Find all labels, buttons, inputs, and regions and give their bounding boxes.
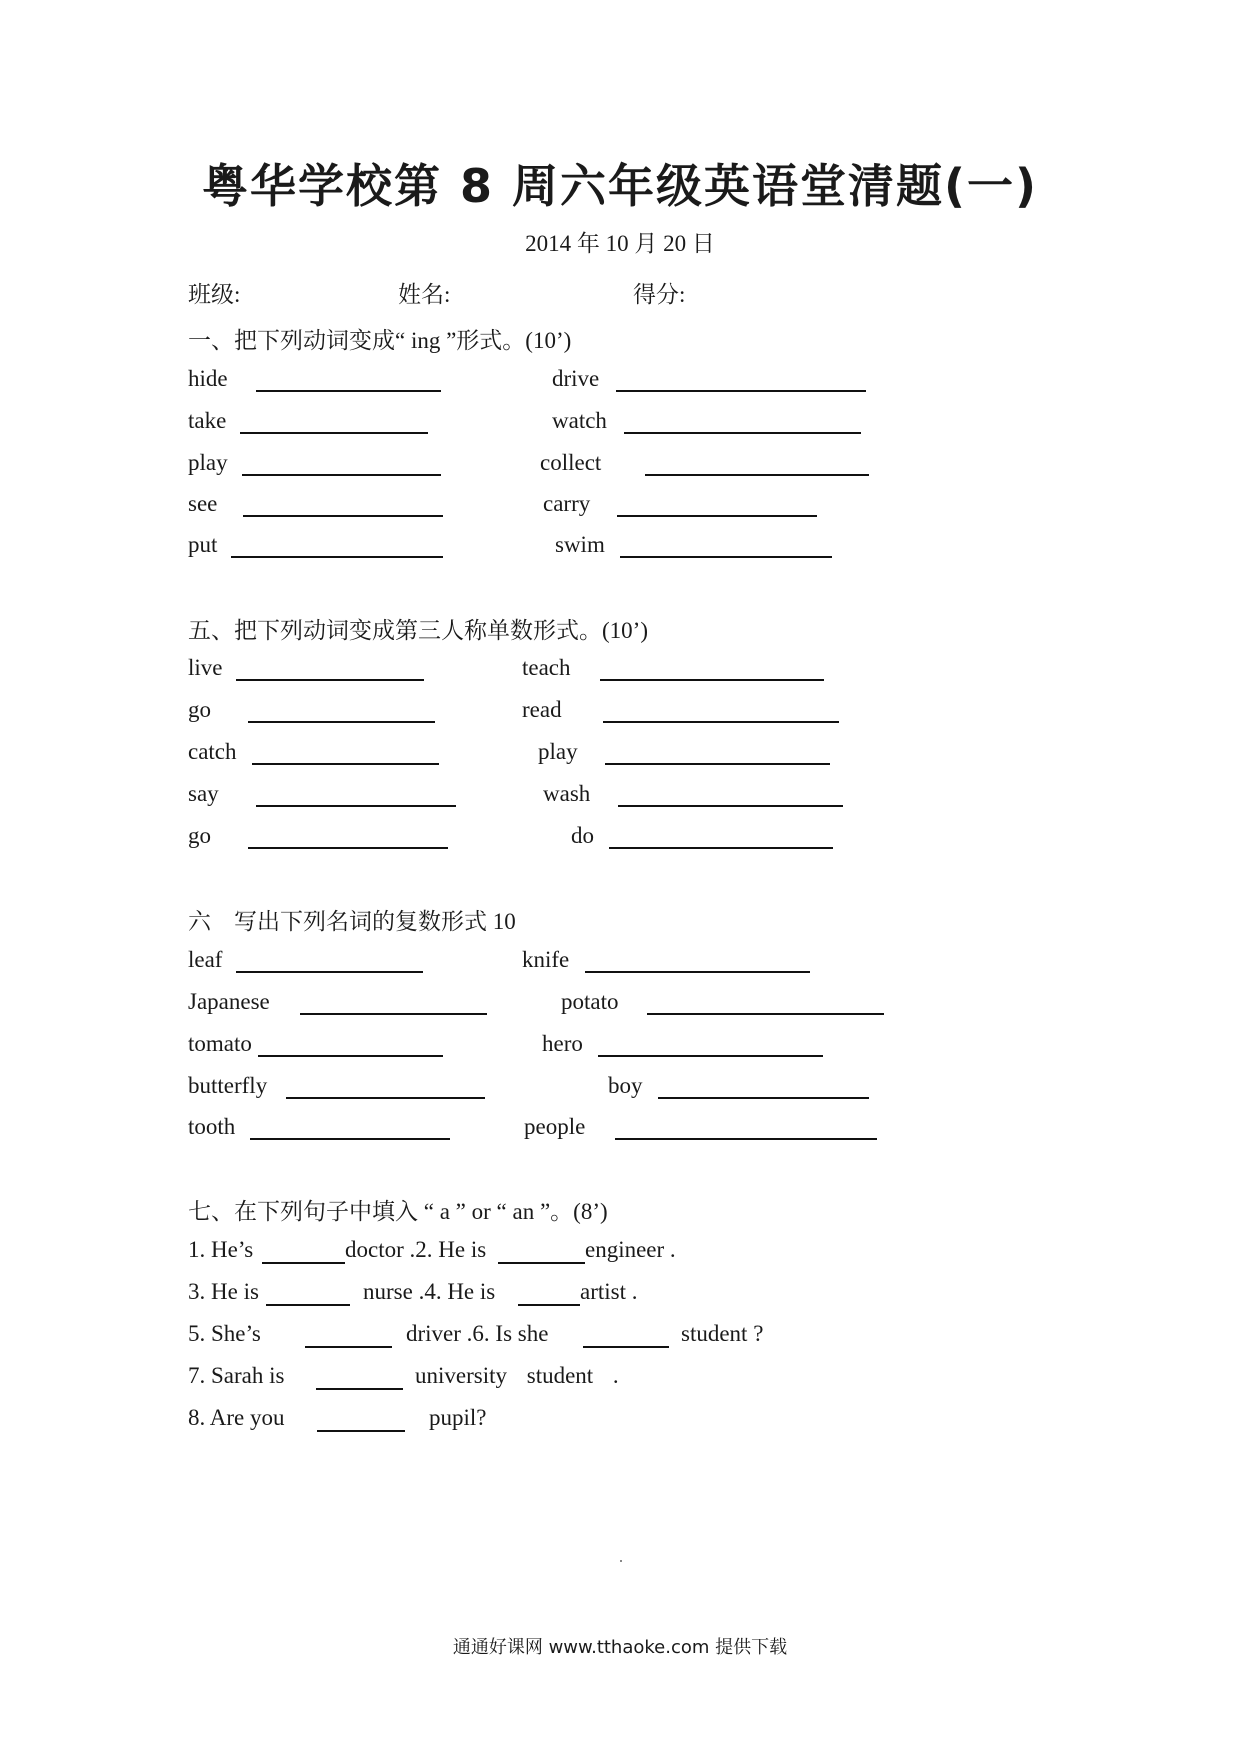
word-label: live	[188, 655, 223, 680]
section-6-title: 六 写出下列名词的复数形式 10	[188, 909, 516, 934]
answer-blank[interactable]	[617, 515, 817, 517]
sentence-7-part: university student .	[415, 1363, 619, 1388]
answer-blank[interactable]	[317, 1430, 405, 1432]
answer-blank[interactable]	[658, 1097, 869, 1099]
sentence-1-part: doctor .2. He is	[345, 1237, 487, 1262]
score-label: 得分:	[633, 282, 686, 307]
word-label: watch	[552, 408, 607, 433]
answer-blank[interactable]	[498, 1262, 585, 1264]
answer-blank[interactable]	[585, 971, 810, 973]
answer-blank[interactable]	[242, 474, 441, 476]
answer-blank[interactable]	[250, 1138, 450, 1140]
answer-blank[interactable]	[598, 1055, 823, 1057]
word-label: go	[188, 697, 211, 722]
answer-blank[interactable]	[609, 847, 833, 849]
sentence-2-part: engineer .	[585, 1237, 676, 1262]
answer-blank[interactable]	[258, 1055, 443, 1057]
word-label: people	[524, 1114, 586, 1139]
answer-blank[interactable]	[616, 390, 866, 392]
answer-blank[interactable]	[645, 474, 869, 476]
sentence-3-part: 3. He is	[188, 1279, 259, 1304]
answer-blank[interactable]	[605, 763, 830, 765]
word-label: wash	[543, 781, 591, 806]
answer-blank[interactable]	[248, 721, 435, 723]
section-1-title: 一、把下列动词变成“ ing ”形式。(10’)	[188, 328, 572, 353]
answer-blank[interactable]	[240, 432, 428, 434]
class-label: 班级:	[188, 282, 241, 307]
section-7-title: 七、在下列句子中填入 “ a ” or “ an ”。(8’)	[188, 1199, 608, 1224]
word-label: see	[188, 491, 218, 516]
word-label: tomato	[188, 1031, 252, 1056]
word-label: catch	[188, 739, 237, 764]
stray-dot	[620, 1560, 622, 1562]
word-label: Japanese	[188, 989, 270, 1014]
word-label: go	[188, 823, 211, 848]
word-label: hero	[542, 1031, 583, 1056]
answer-blank[interactable]	[248, 847, 448, 849]
sentence-5-part: driver .6. Is she	[406, 1321, 549, 1346]
answer-blank[interactable]	[583, 1346, 669, 1348]
answer-blank[interactable]	[316, 1388, 403, 1390]
section-5-title: 五、把下列动词变成第三人称单数形式。(10’)	[188, 618, 648, 643]
word-label: swim	[555, 532, 605, 557]
answer-blank[interactable]	[624, 432, 861, 434]
sentence-7-part: 7. Sarah is	[188, 1363, 285, 1388]
answer-blank[interactable]	[256, 390, 441, 392]
sentence-6-part: student ?	[681, 1321, 764, 1346]
word-label: collect	[540, 450, 602, 475]
answer-blank[interactable]	[600, 679, 824, 681]
word-label: drive	[552, 366, 600, 391]
sentence-8-part: 8. Are you	[188, 1405, 285, 1430]
answer-blank[interactable]	[256, 805, 456, 807]
sentence-8-part: pupil?	[429, 1405, 487, 1430]
answer-blank[interactable]	[618, 805, 843, 807]
word-label: hide	[188, 366, 228, 391]
answer-blank[interactable]	[305, 1346, 392, 1348]
word-label: teach	[522, 655, 571, 680]
date: 2014 年 10 月 20 日	[525, 231, 715, 256]
answer-blank[interactable]	[266, 1304, 350, 1306]
answer-blank[interactable]	[262, 1262, 345, 1264]
answer-blank[interactable]	[518, 1304, 580, 1306]
word-label: tooth	[188, 1114, 236, 1139]
word-label: leaf	[188, 947, 223, 972]
word-label: take	[188, 408, 227, 433]
answer-blank[interactable]	[603, 721, 839, 723]
word-label: read	[522, 697, 562, 722]
sentence-3-part: nurse .4. He is	[363, 1279, 496, 1304]
answer-blank[interactable]	[231, 556, 443, 558]
word-label: knife	[522, 947, 570, 972]
word-label: say	[188, 781, 219, 806]
answer-blank[interactable]	[243, 515, 443, 517]
sentence-5-part: 5. She’s	[188, 1321, 261, 1346]
sentence-1-part: 1. He’s	[188, 1237, 254, 1262]
answer-blank[interactable]	[236, 971, 423, 973]
page-title: 粤华学校第 8 周六年级英语堂清题(一)	[201, 159, 1039, 213]
word-label: boy	[608, 1073, 643, 1098]
word-label: play	[538, 739, 578, 764]
word-label: play	[188, 450, 228, 475]
answer-blank[interactable]	[647, 1013, 884, 1015]
footer-credit: 通通好课网 www.tthaoke.com 提供下载	[452, 1637, 788, 1658]
sentence-4-part: artist .	[580, 1279, 638, 1304]
answer-blank[interactable]	[615, 1138, 877, 1140]
name-label: 姓名:	[398, 282, 451, 307]
word-label: carry	[543, 491, 591, 516]
answer-blank[interactable]	[620, 556, 832, 558]
answer-blank[interactable]	[236, 679, 424, 681]
answer-blank[interactable]	[252, 763, 439, 765]
word-label: potato	[561, 989, 619, 1014]
answer-blank[interactable]	[286, 1097, 485, 1099]
answer-blank[interactable]	[300, 1013, 487, 1015]
word-label: put	[188, 532, 218, 557]
word-label: butterfly	[188, 1073, 268, 1098]
word-label: do	[571, 823, 594, 848]
